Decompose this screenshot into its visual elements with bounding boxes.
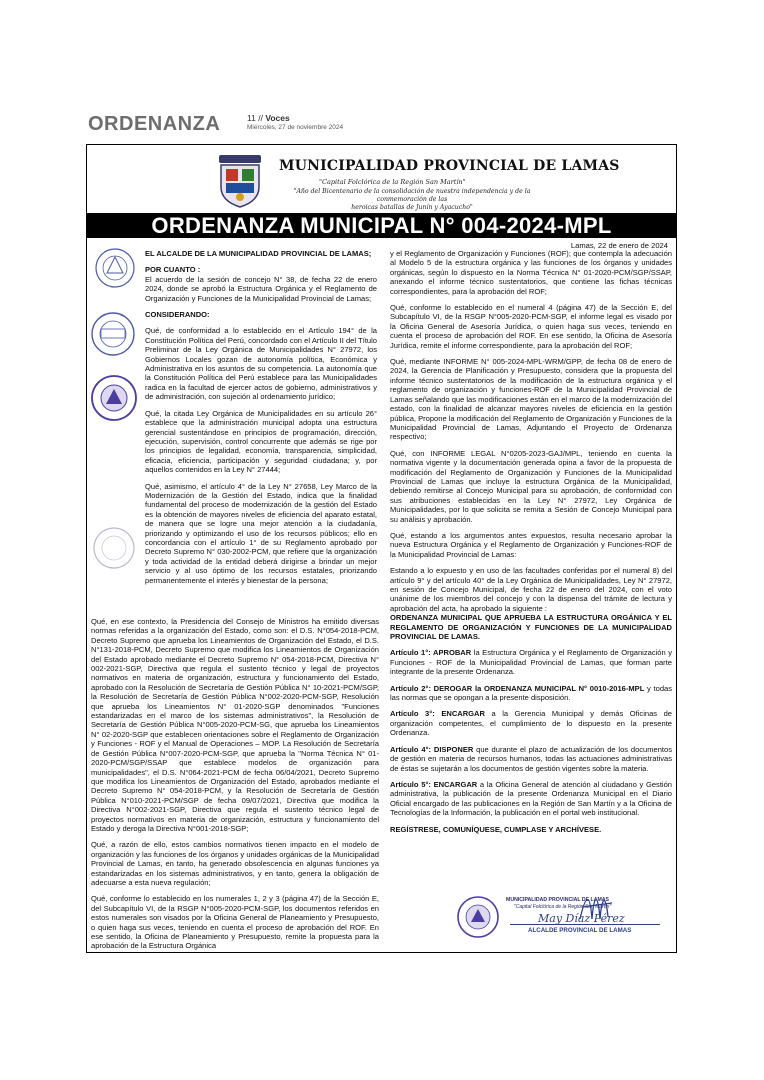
paragraph: Qué, asimismo, el artículo 4° de la Ley N° 27658, Ley Marco de la Modernización de la Gestión del Estado, indica que la finalidad fundamental del proceso de modernización de la gestión del Estado es la obtención de mayores niveles de eficiencia del aparato estatal, de manera que se logre una mejor atención a la ciudadanía, priorizando y optimizando el uso de los recursos públicos; ello en concordancia con el artículo 1° de su Reglamento aprobado por Decreto Supremo N° 030-2002-PCM, que refiere que la organización y toda actividad de la entidad deberá dirigirse a brindar un mejor servicio y al uso óptimo de los recursos estatales, priorizando permanentemente el interés y bienestar de la persona;: [145, 481, 377, 585]
left-column-continued: [91, 617, 379, 953]
article-5: [390, 780, 672, 818]
seal-icon: [93, 243, 137, 293]
paragraph: Qué, estando a los argumentos antes expuestos, resulta necesario aprobar la nueva Estructura Orgánica y el Reglamento de Organización y Funciones-ROF de la Municipalidad Provincial de Lamas:: [390, 530, 672, 559]
signatory-name: May Díaz Pérez: [538, 912, 625, 925]
por-cuanto-heading: POR CUANTO :: [145, 265, 201, 275]
year-motto-line-2: heroicas batallas de Junín y Ayacucho": [351, 204, 473, 211]
paragraph: Qué, de conformidad a lo establecido en el Artículo 194° de la Constitución Política del Perú, concordado con el Artículo II del Título Preliminar de la Ley Orgánica de Municipalidades N° 27972, los Gobiernos Locales gozan de autonomía política, Económica y Administrativa en los asuntos de su competencia. La autonomía que la Constitución Política del Perú establece para las Municipalidades radica en la facultad de ejercer actos de gobierno, administrativos y de administración, con sujeción al ordenamiento jurídico;: [145, 326, 377, 402]
year-motto-line-1: "Año del Bicentenario de la consolidación de nuestra independencia y de la conmemoración de las: [293, 188, 531, 203]
separator: //: [258, 113, 263, 123]
article-4-text: que durante el plazo de actualización de los documentos de gestión en materia de recursos humanos, todas las actuaciones administrativas de éstas se sujetarán a los documentos de gestión vigentes sobre la materia.: [390, 744, 672, 773]
signature-line: [510, 924, 660, 925]
publication-name: Voces: [265, 113, 290, 123]
article-1-text: la Estructura Orgánica y el Reglamento de Organización y Funciones - ROF de la Municipalidad Provincial de Lamas, que forman parte integrante de la presente Ordenanza.: [390, 648, 672, 677]
signatory-role: ALCALDE PROVINCIAL DE LAMAS: [528, 927, 632, 934]
ordinance-heading: ORDENANZA MUNICIPAL QUE APRUEBA LA ESTRUCTURA ORGÁNICA Y EL REGLAMENTO DE ORGANIZACIÓN Y FUNCIONES DE LA MUNICIPALIDAD PROVINCIAL DE LAMAS.: [390, 613, 672, 642]
municipal-crest-icon: [215, 153, 265, 209]
article-3-text: a la Gerencia Municipal y demás Oficinas de organización competentes, el cumplimiento de lo dispuesto en la presente Ordenanza.: [390, 709, 672, 738]
authority-line: EL ALCALDE DE LA MUNICIPALIDAD PROVINCIAL DE LAMAS;: [145, 249, 372, 258]
article-5-text: a la Oficina General de atención al ciudadano y Gestión administrativa, la publicación de la presente Ordenanza Municipal en el Diario Oficial encargado de las publicaciones en la Región de San Martín y a la Oficina de Tecnologías de la Información, la publicación en el portal web institucional.: [390, 779, 672, 818]
running-head: [88, 112, 678, 136]
paragraph: Qué, mediante INFORME N° 005-2024-MPL-WRM/GPP, de fecha 08 de enero de 2024, la Gerencia de Planificación y Presupuesto, considera que la propuesta del informe técnico sustentatorios de la modificación de la estructura orgánica y el reglamento de organización y funciones-ROF de la Municipalidad Provincial de Lamas señalando que las modificaciones están en el marco de la modernización del estado, con la finalidad de alcanzar mayores niveles de eficiencia en la gestión pública, Propone la modificación del Reglamento de Organización y Funciones de la Municipalidad Provincial de Lamas, Adjuntando el Proyecto de Ordenanza respectivo;: [390, 357, 672, 442]
page-meta: [247, 113, 290, 123]
paragraph: Qué, conforme lo establecido en los numerales 1, 2 y 3 (página 47) de la Sección E, del Subcapítulo VI, de la RSGP N°005-2020-PCM-SGP, los documentos referidos en estos numerales son visados por la Oficina General de Planeamiento y Presupuesto, o quien haga sus veces, teniendo en cuenta el proceso de aprobación del ROF. En ese sentido, la Oficina de Planeamiento y Presupuesto, remite la propuesta para la aprobación de la Estructura Orgánica: [91, 894, 379, 951]
municipal-seal-icon: [89, 371, 139, 425]
capital-motto: "Capital Folclórica de la Región San Martín": [319, 178, 466, 186]
paragraph: Qué, conforme lo establecido en el numeral 4 (página 47) de la Sección E, del Subcapítulo VI, de la RSGP N°005-2020-PCM-SGP, el informe legal es visado por la Oficina General de Asesoría Jurídica, o quien haga sus veces, teniendo en cuenta el proceso de aprobación del ROF. En ese sentido, la Oficina de Asesoría Jurídica, remite el informe correspondiente, para la aprobación del ROF;: [390, 303, 672, 350]
article-1-label: Artículo 1°: APROBAR: [390, 648, 472, 658]
article-3-label: Artículo 3°: ENCARGAR: [390, 709, 485, 719]
article-4: [390, 745, 672, 773]
signature-stamp-line-2: "Capital Folclórica de la Región San Martín": [514, 904, 612, 910]
paragraph: Estando a lo expuesto y en uso de las facultades conferidas por el numeral 8) del artículo 9° y del artículo 40° de la Ley Orgánica de Municipalidades, Ley N° 27972, en sesión de Concejo Municipal, de fecha 22 de enero del 2024, con el voto unánime de los miembros del concejo y con la dispensa del trámite de lectura y aprobación del acta, ha aprobado la siguiente :: [390, 566, 672, 613]
ordinance-sheet: [86, 144, 677, 953]
article-2-label: Artículo 2°: DEROGAR la ORDENANZA MUNICIPAL N° 0010-2016-MPL: [390, 683, 645, 693]
publication-date: Miércoles, 27 de noviembre 2024: [247, 124, 344, 131]
dateline: Lamas, 22 de enero de 2024: [570, 241, 668, 250]
signature-block: [456, 887, 666, 947]
article-4-label: Artículo 4°: DISPONER: [390, 744, 474, 754]
por-cuanto-text: El acuerdo de la sesión de concejo N° 38, de fecha 22 de enero 2024, donde se aprobó la Estructura Orgánica y el Reglamento de Organización y Funciones de la Municipalidad Provincial de Lamas;: [145, 274, 377, 303]
paragraph: Qué, en ese contexto, la Presidencia del Consejo de Ministros ha emitido diversas normas referidas a la organización del Estado, como son: el D.S. N°054-2018-PCM, Decreto Supremo que aprueba los Lineamientos de Organización del Estado, el D.S. N°131-2018-PCM, Decreto Supremo que modifica los Lineamientos de Organización del Estado aprobado mediante el Decreto Supremo N° 054-2018-PCM, Directiva N° 002-2021-SGP, Directiva que regula el sustento técnico y legal de proyectos normativos en materia de organización, estructura y funcionamiento del Estado, aprobado con la Resolución de Secretaría de Gestión Pública N° 10-2021-PCM/SGP, la Resolución de Secretaría de Gestión Pública N°002-2020-PCM-SGP, Resolución que aprueba los Lineamientos N° 01-2020-SGP denominados "Funciones estandarizadas en el marco de los sistemas administrativos", la Resolución de Secretaría de Gestión Pública N°005-2020-PCM-SG, que aprueba los Lineamientos N° 02-2020-SGP que establecen orientaciones sobre el Reglamento de Organización y Funciones - ROF y el Manual de Operaciones – MOP. La Resolución de Secretaría de Gestión Pública N°007-2020-PCM-SGP, que aprueba la "Norma Técnica N° 01-2020-PCM/SGP/SSAP que establece modelos de organización para municipalidades", el D.S. N°064-2021-PCM de fecha 06/04/2021, Decreto Supremo que modifica los Lineamientos de Organización del Estado, aprobados mediante el Decreto Supremo N° 054-2018-PCM, y la Resolución de Secretaría de Gestión Pública N°010-2021-PCM/SGP de fecha 09/07/2021, Directiva que modifica la Directiva N°002-2021-SGP, Directiva que regula el sustento técnico legal de proyectos normativos en materia de organización, estructura y funcionamiento del Estado y deroga la Directiva N°001-2018-SGP;: [91, 617, 379, 833]
article-2-text: y todas las normas que se opongan a la presente disposición.: [390, 683, 672, 703]
faded-seal-icon: [91, 523, 137, 573]
paragraph: y el Reglamento de Organización y Funciones (ROF); que contempla la adecuación al Modelo 5 de la estructura orgánica y las funciones de los órganos y unidades orgánicas, según lo dispuesto en la Norma Técnica N° 01-2020-PCM/SGP/SSAP, anexando el informe técnico sustentatorios, que contiene las fichas técnicas correspondientes, para la aprobación del ROF;: [390, 249, 672, 296]
year-motto: [277, 188, 547, 212]
closing-formula: REGÍSTRESE, COMUNÍQUESE, CUMPLASE Y ARCHÍVESE.: [390, 824, 602, 834]
signature-seal-icon: [456, 895, 500, 939]
article-5-label: Artículo 5°: ENCARGAR: [390, 779, 478, 789]
institution-name: MUNICIPALIDAD PROVINCIAL DE LAMAS: [279, 158, 620, 174]
ordinance-title: ORDENANZA MUNICIPAL N° 004-2024-MPL: [87, 213, 676, 238]
gerencia-seal-icon: [89, 307, 137, 361]
left-column: [145, 249, 377, 592]
paragraph: Qué, a razón de ello, estos cambios normativos tienen impacto en el modelo de organización y las funciones de los órganos y unidades orgánicas de la Municipalidad Provincial de Lamas, en tanto, ha generado obsolescencia en algunas funciones ya estandarizadas en los sistemas administrativos, y en tanto, genera la obligación de adecuarse a esta nueva regulación;: [91, 840, 379, 887]
section-label: ORDENANZA: [88, 113, 221, 135]
article-1: [390, 648, 672, 676]
article-3: [390, 709, 672, 737]
article-2: [390, 684, 672, 703]
page-number: 11: [247, 113, 256, 123]
right-column: [390, 249, 672, 841]
considerando-heading: CONSIDERANDO:: [145, 310, 210, 320]
signature-stamp-line-1: MUNICIPALIDAD PROVINCIAL DE LAMAS: [506, 897, 609, 903]
letterhead: [87, 145, 676, 215]
paragraph: Qué, la citada Ley Orgánica de Municipalidades en su artículo 26° establece que la administración municipal adopta una estructura gerencial sustentándose en principios de programación, dirección, ejecución, supervisión, control concurrente que además se rige por los principios de legalidad, economía, transparencia, simplicidad, eficacia, eficiencia, participación y seguridad ciudadana; y, por aquellos contenidos en la Ley N° 27444;: [145, 408, 377, 475]
paragraph: Qué, con INFORME LEGAL N°0205-2023-GAJ/MPL, teniendo en cuenta la normativa vigente y la documentación generada opina a favor de la propuesta de modificación del Reglamento de Organización y Funciones de la Municipalidad Provincial de Lamas que incluye la estructura Orgánica de la Municipalidad, debiendo remitirse al Concejo Municipal para su aprobación, de conformidad con sus atribuciones establecidas en la Ley N° 27972, Ley Orgánica de Municipalidades, por lo que solicita se remita a Sesión de Concejo Municipal para su análisis y aprobación.: [390, 448, 672, 524]
